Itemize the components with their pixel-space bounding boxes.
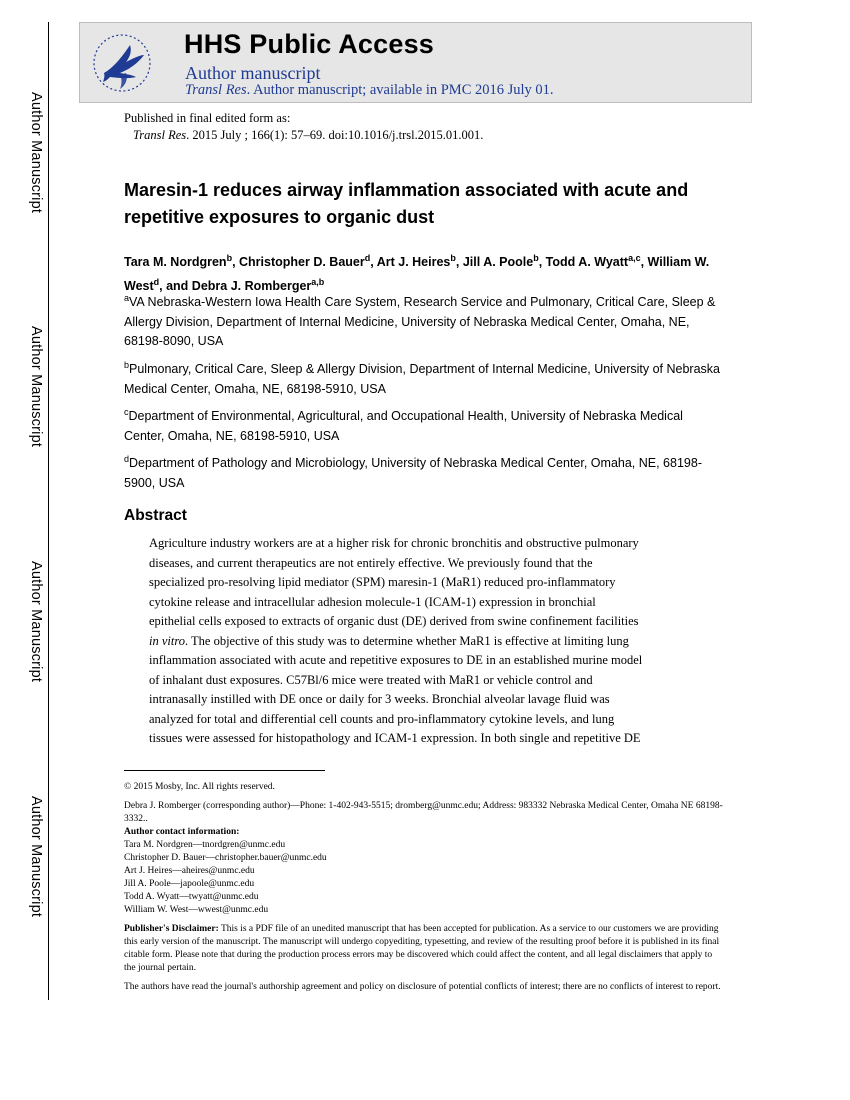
contact-email: Tara M. Nordgren—tnordgren@unmc.edu xyxy=(124,840,286,850)
banner-availability-text: . Author manuscript; available in PMC 2016 July 01. xyxy=(246,82,554,98)
author-separator: , xyxy=(640,255,648,270)
abstract-line: epithelial cells exposed to extracts of organic dust (DE) derived from swine confinement facilities xyxy=(149,614,639,628)
abstract-line-mixed xyxy=(149,632,709,652)
affiliation-text: Department of Pathology and Microbiology, University of Nebraska Medical Center, Omaha, NE, 68198-5900, USA xyxy=(124,456,702,490)
author-name: William W. West xyxy=(124,255,710,294)
author-name: Tara M. Nordgren xyxy=(124,255,227,270)
banner-subtitle: Author manuscript xyxy=(185,63,321,83)
abstract-line: of inhalant dust exposures. C57Bl/6 mice were treated with MaR1 or vehicle control and xyxy=(149,672,593,687)
abstract-line: analyzed for total and differential cell counts and pro-inflammatory cytokine levels, and lung xyxy=(149,711,615,726)
side-label-3: Author Manuscript xyxy=(28,561,44,683)
banner-availability xyxy=(185,82,554,99)
footnote-rule xyxy=(124,770,325,771)
hhs-banner xyxy=(79,22,752,103)
affiliation-text: Department of Environmental, Agricultural, and Occupational Health, University of Nebraska Medical Center, Omaha, NE, 68198-5910, USA xyxy=(124,409,683,443)
affiliation-mark: a xyxy=(124,293,130,303)
banner-title: HHS Public Access xyxy=(184,29,434,59)
author-affil-mark: b xyxy=(226,253,233,263)
author-affil-mark: d xyxy=(153,277,160,288)
contact-email: William W. West—wwest@unmc.edu xyxy=(124,905,269,915)
contact-email: Jill A. Poole—japoole@unmc.edu xyxy=(124,879,255,889)
affiliation-b xyxy=(124,356,724,399)
contact-heading: Author contact information: xyxy=(124,827,240,837)
publisher-disclaimer xyxy=(124,923,724,975)
disclaimer-label: Publisher's Disclaimer: xyxy=(124,924,219,934)
author-name: Todd A. Wyatt xyxy=(545,255,629,270)
contact-email: Todd A. Wyatt—twyatt@unmc.edu xyxy=(124,892,259,902)
author-name: Jill A. Poole xyxy=(462,255,534,270)
side-label-1: Author Manuscript xyxy=(28,92,44,214)
abstract-line: intranasally instilled with DE once or daily for 3 weeks. Bronchial alveolar lavage fluid was xyxy=(149,692,610,706)
contact-email: Art J. Heires—aheires@unmc.edu xyxy=(124,866,255,876)
author-separator: , and xyxy=(159,279,192,294)
contact-email: Christopher D. Bauer—christopher.bauer@unmc.edu xyxy=(124,853,327,863)
abstract-line: specialized pro-resolving lipid mediator (SPM) maresin-1 (MaR1) reduced pro-inflammatory xyxy=(149,575,616,589)
author-separator: , xyxy=(455,255,463,270)
affiliation-mark: b xyxy=(124,360,130,370)
disclaimer-text: This is a PDF file of an unedited manuscript that has been accepted for publication. As a service to our customers we are providing this early version of the manuscript. The manuscript will undergo copyediting, typesetting, and review of the resulting proof before it is published in its final citable form. Please note that during the production process errors may be discovered which could affect the content, and all legal disclaimers that apply to the journal pertain. xyxy=(124,924,720,973)
publication-info xyxy=(124,110,483,144)
abstract-italic-term: in vitro xyxy=(149,633,185,648)
abstract-line: tissues were assessed for histopathology and ICAM-1 expression. In both single and repetitive DE xyxy=(149,731,641,745)
author-affil-mark: a,c xyxy=(628,253,641,263)
conflict-statement: The authors have read the journal's authorship agreement and policy on disclosure of potential conflicts of interest; there are no conflicts of interest to report. xyxy=(124,982,721,992)
abstract-body xyxy=(149,534,709,749)
affiliation-c xyxy=(124,403,724,446)
author-name: Art J. Heires xyxy=(376,255,451,270)
side-label-4: Author Manuscript xyxy=(28,796,44,918)
citation xyxy=(124,127,483,144)
abstract-line: cytokine release and intracellular adhesion molecule-1 (ICAM-1) expression in bronchial xyxy=(149,594,596,609)
side-label-2: Author Manuscript xyxy=(28,326,44,448)
corresponding-author: Debra J. Romberger (corresponding author)—Phone: 1-402-943-5515; dromberg@unmc.edu; Address: 983332 Nebraska Medical Center, Omaha NE 68198-3332.. xyxy=(124,801,723,824)
author-name: Christopher D. Bauer xyxy=(239,255,365,270)
abstract-line-rest: . The objective of this study was to determine whether MaR1 is effective at limiting lung xyxy=(185,633,629,648)
author-affil-mark: b xyxy=(533,253,539,263)
author-name: Debra J. Romberger xyxy=(191,279,312,294)
publication-line: Published in final edited form as: xyxy=(124,111,291,125)
author-affil-mark: a,b xyxy=(311,277,325,288)
affiliation-text: Pulmonary, Critical Care, Sleep & Allergy Division, Department of Internal Medicine, University of Nebraska Medical Center, Omaha, NE, 68198-5910, USA xyxy=(124,362,720,396)
author-separator: , xyxy=(232,255,240,270)
author-affil-mark: b xyxy=(450,253,456,263)
abstract-line: inflammation associated with acute and repetitive exposures to DE in an established murine model xyxy=(149,653,643,667)
margin-rule xyxy=(48,22,49,1000)
abstract-heading: Abstract xyxy=(124,507,187,524)
citation-details: . 2015 July ; 166(1): 57–69. doi:10.1016/j.trsl.2015.01.001. xyxy=(186,128,484,142)
copyright-notice: © 2015 Mosby, Inc. All rights reserved. xyxy=(124,782,275,792)
affiliation-text: VA Nebraska-Western Iowa Health Care System, Research Service and Pulmonary, Critical Care, Sleep & Allergy Division, Department of Internal Medicine, University of Nebraska Medical Center, Omaha, NE, 68198-8090, USA xyxy=(124,295,716,349)
footnotes xyxy=(124,781,724,994)
affiliation-mark: d xyxy=(124,454,130,464)
abstract-line: diseases, and current therapeutics are not entirely effective. We previously found that the xyxy=(149,555,593,570)
banner-journal-name: Transl Res xyxy=(185,82,247,98)
author-separator: , xyxy=(538,255,546,270)
affiliation-d xyxy=(124,450,724,493)
abstract-line: Agriculture industry workers are at a higher risk for chronic bronchitis and obstructive pulmonary xyxy=(149,536,639,550)
article-title: Maresin-1 reduces airway inflammation associated with acute and repetitive exposures to organic dust xyxy=(124,180,689,227)
author-affil-mark: d xyxy=(364,253,371,263)
hhs-eagle-logo-icon xyxy=(86,27,158,99)
author-separator: , xyxy=(370,255,377,270)
citation-journal: Transl Res xyxy=(133,128,187,142)
affiliation-mark: c xyxy=(124,407,129,417)
affiliation-a xyxy=(124,289,724,352)
